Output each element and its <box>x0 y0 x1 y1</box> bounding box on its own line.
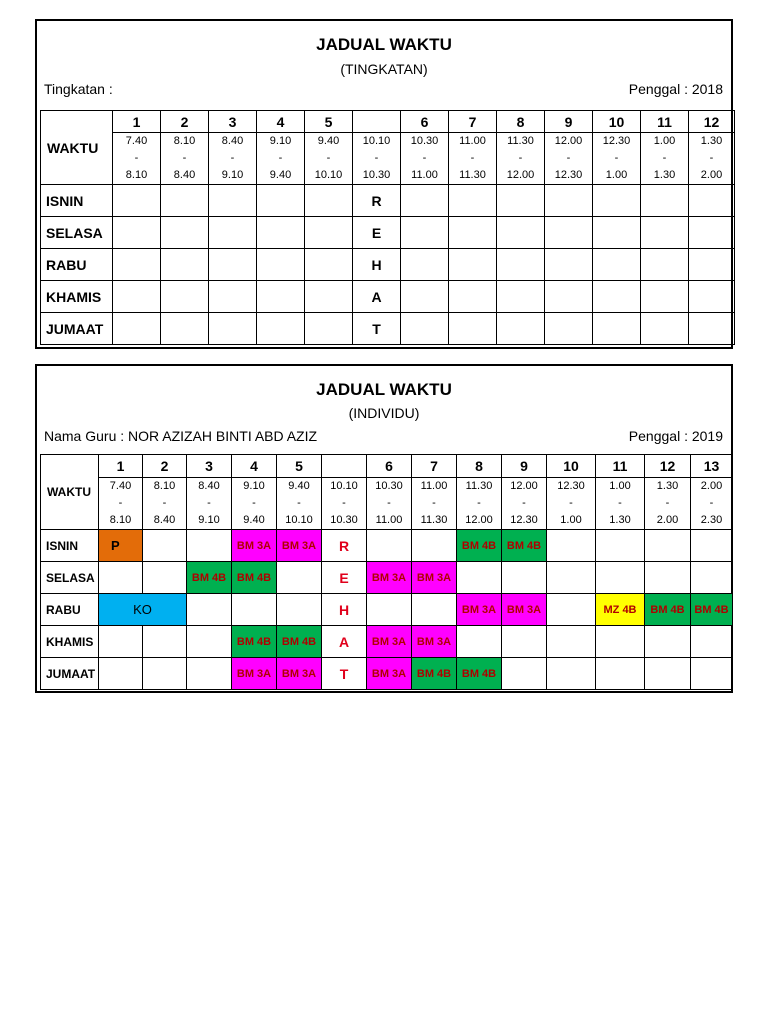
time-line: - <box>374 152 379 164</box>
period-number: 13 <box>691 455 733 478</box>
slot-cell <box>143 562 187 594</box>
period-number: 9 <box>502 455 547 478</box>
slot-cell <box>689 249 735 281</box>
time-line: 9.10 <box>269 135 292 147</box>
time-line: 9.10 <box>198 514 220 526</box>
slot-cell <box>547 530 596 562</box>
period-number: 5 <box>305 111 353 133</box>
time-line: - <box>342 497 346 509</box>
slot-cell <box>449 281 497 313</box>
period-number: 9 <box>545 111 593 133</box>
slot-cell <box>401 185 449 217</box>
period-number: 7 <box>412 455 457 478</box>
slot-cell <box>645 658 691 690</box>
period-time <box>161 133 209 185</box>
class-cell: BM 4B <box>277 626 322 658</box>
slot-cell <box>209 313 257 345</box>
slot-cell <box>502 562 547 594</box>
time-line: 11.00 <box>420 480 448 492</box>
slot-cell <box>545 185 593 217</box>
slot-cell <box>187 658 232 690</box>
time-line: 1.30 <box>700 135 723 147</box>
period-number: 7 <box>449 111 497 133</box>
time-line: - <box>522 497 526 509</box>
period-time <box>401 133 449 185</box>
rehat-cell: R <box>353 185 401 217</box>
slot-cell <box>547 594 596 626</box>
slot-cell <box>209 281 257 313</box>
time-line: 12.30 <box>557 480 585 492</box>
slot-cell <box>99 626 143 658</box>
slot-cell <box>596 658 645 690</box>
period-number: 8 <box>497 111 545 133</box>
slot-cell <box>187 530 232 562</box>
time-line: 2.00 <box>656 514 679 526</box>
slot-cell <box>161 313 209 345</box>
period-time <box>457 478 502 530</box>
time-line: 8.10 <box>153 480 176 492</box>
class-cell: BM 3A <box>457 594 502 626</box>
class-cell: MZ 4B <box>596 594 645 626</box>
period-time <box>113 133 161 185</box>
slot-cell <box>497 281 545 313</box>
panel-subtitle: (INDIVIDU) <box>348 405 420 421</box>
slot-cell <box>645 626 691 658</box>
slot-cell <box>547 626 596 658</box>
class-cell: BM 4B <box>502 530 547 562</box>
time-line: 9.40 <box>288 480 310 492</box>
period-number: 4 <box>257 111 305 133</box>
period-number: 12 <box>689 111 735 133</box>
day-label: SELASA <box>41 217 113 249</box>
period-number: 6 <box>401 111 449 133</box>
class-cell: BM 4B <box>645 594 691 626</box>
time-line: 8.10 <box>173 135 196 147</box>
panel-subtitle: (TINGKATAN) <box>340 61 428 77</box>
class-cell: BM 4B <box>412 658 457 690</box>
time-line: 9.40 <box>269 169 292 181</box>
slot-cell <box>412 530 457 562</box>
time-line: - <box>709 152 714 164</box>
slot-cell <box>257 249 305 281</box>
period-number <box>322 455 367 478</box>
time-line: 9.40 <box>243 514 265 526</box>
time-line: 8.40 <box>173 169 196 181</box>
period-number: 2 <box>143 455 187 478</box>
slot-cell <box>545 313 593 345</box>
timetable-grid <box>40 110 735 345</box>
slot-cell <box>143 530 187 562</box>
time-line: 1.00 <box>560 514 582 526</box>
time-line: 10.10 <box>362 135 391 147</box>
time-line: 12.00 <box>506 169 535 181</box>
time-line: 9.10 <box>221 169 244 181</box>
class-cell: BM 3A <box>367 562 412 594</box>
time-line: 9.10 <box>243 480 265 492</box>
penggal-label: Penggal : 2019 <box>628 428 723 444</box>
period-number: 11 <box>641 111 689 133</box>
time-line: 8.40 <box>198 480 220 492</box>
slot-cell <box>689 217 735 249</box>
timetable-tingkatan-panel <box>35 19 733 349</box>
class-cell: P <box>99 530 143 562</box>
slot-cell <box>641 249 689 281</box>
time-line: - <box>432 497 436 509</box>
time-line: - <box>252 497 256 509</box>
slot-cell <box>367 594 412 626</box>
time-line: 1.30 <box>653 169 676 181</box>
class-cell: KO <box>99 594 187 626</box>
period-time <box>232 478 277 530</box>
slot-cell <box>645 530 691 562</box>
period-time <box>645 478 691 530</box>
period-time <box>689 133 735 185</box>
time-line: 7.40 <box>109 480 132 492</box>
slot-cell <box>305 217 353 249</box>
slot-cell <box>305 313 353 345</box>
period-time <box>187 478 232 530</box>
slot-cell <box>547 562 596 594</box>
period-number: 10 <box>547 455 596 478</box>
rehat-cell: A <box>322 626 367 658</box>
slot-cell <box>449 249 497 281</box>
slot-cell <box>545 281 593 313</box>
slot-cell <box>257 281 305 313</box>
time-line: 11.00 <box>411 169 438 181</box>
class-cell: BM 4B <box>232 562 277 594</box>
slot-cell <box>305 185 353 217</box>
slot-cell <box>187 626 232 658</box>
slot-cell <box>593 185 641 217</box>
slot-cell <box>161 249 209 281</box>
period-time <box>497 133 545 185</box>
time-line: - <box>518 152 523 164</box>
time-line: - <box>566 152 571 164</box>
time-line: - <box>662 152 667 164</box>
slot-cell <box>277 594 322 626</box>
slot-cell <box>457 626 502 658</box>
day-label: JUMAAT <box>41 313 113 345</box>
rehat-cell: E <box>322 562 367 594</box>
time-line: - <box>569 497 573 509</box>
slot-cell <box>593 313 641 345</box>
time-line: 12.30 <box>602 135 631 147</box>
panel-title: JADUAL WAKTU <box>316 380 452 399</box>
day-label: KHAMIS <box>41 281 113 313</box>
slot-cell <box>143 658 187 690</box>
time-line: - <box>422 152 427 164</box>
class-cell: BM 4B <box>187 562 232 594</box>
slot-cell <box>502 626 547 658</box>
time-line: - <box>182 152 187 164</box>
slot-cell <box>689 185 735 217</box>
rehat-cell: E <box>353 217 401 249</box>
time-line: - <box>665 497 670 509</box>
slot-cell <box>691 562 733 594</box>
slot-cell <box>457 562 502 594</box>
period-number: 2 <box>161 111 209 133</box>
slot-cell <box>596 562 645 594</box>
slot-cell <box>209 185 257 217</box>
tingkatan-label: Tingkatan : <box>44 81 113 97</box>
period-number: 6 <box>367 455 412 478</box>
time-line: - <box>387 497 391 509</box>
slot-cell <box>545 217 593 249</box>
time-line: 8.10 <box>109 514 132 526</box>
period-number: 5 <box>277 455 322 478</box>
period-number: 1 <box>113 111 161 133</box>
slot-cell <box>641 313 689 345</box>
period-time <box>596 478 645 530</box>
day-label: RABU <box>41 249 113 281</box>
penggal-label: Penggal : 2018 <box>628 81 723 97</box>
period-time <box>322 478 367 530</box>
slot-cell <box>401 313 449 345</box>
slot-cell <box>497 185 545 217</box>
day-label: ISNIN <box>41 530 99 562</box>
rehat-cell: A <box>353 281 401 313</box>
time-line: - <box>118 497 123 509</box>
slot-cell <box>113 217 161 249</box>
time-line: - <box>477 497 481 509</box>
waktu-label: WAKTU <box>41 455 99 530</box>
time-line: 11.30 <box>420 514 448 526</box>
day-label: RABU <box>41 594 99 626</box>
time-line: - <box>709 497 714 509</box>
time-line: - <box>230 152 235 164</box>
slot-cell <box>277 562 322 594</box>
slot-cell <box>691 626 733 658</box>
period-number <box>353 111 401 133</box>
period-time <box>449 133 497 185</box>
day-label: ISNIN <box>41 185 113 217</box>
slot-cell <box>545 249 593 281</box>
slot-cell <box>305 281 353 313</box>
slot-cell <box>367 530 412 562</box>
time-line: 2.00 <box>700 169 723 181</box>
slot-cell <box>689 281 735 313</box>
slot-cell <box>497 249 545 281</box>
time-line: 2.30 <box>700 514 723 526</box>
slot-cell <box>593 281 641 313</box>
slot-cell <box>113 313 161 345</box>
time-line: - <box>278 152 283 164</box>
slot-cell <box>305 249 353 281</box>
time-line: 8.40 <box>221 135 244 147</box>
waktu-label: WAKTU <box>41 111 113 185</box>
slot-cell <box>113 281 161 313</box>
class-cell: BM 3A <box>367 626 412 658</box>
slot-cell <box>641 281 689 313</box>
period-time <box>257 133 305 185</box>
slot-cell <box>113 249 161 281</box>
period-time <box>547 478 596 530</box>
time-line: 2.00 <box>700 480 723 492</box>
time-line: - <box>162 497 167 509</box>
slot-cell <box>257 217 305 249</box>
time-line: 1.30 <box>609 514 631 526</box>
class-cell: BM 3A <box>277 530 322 562</box>
class-cell: BM 3A <box>232 658 277 690</box>
day-label: SELASA <box>41 562 99 594</box>
class-cell: BM 4B <box>232 626 277 658</box>
time-line: 9.40 <box>317 135 340 147</box>
slot-cell <box>596 530 645 562</box>
period-time <box>99 478 143 530</box>
panel-title: JADUAL WAKTU <box>316 35 452 54</box>
time-line: - <box>207 497 211 509</box>
time-line: 1.00 <box>653 135 676 147</box>
time-line: 11.30 <box>465 480 493 492</box>
time-line: 11.00 <box>375 514 403 526</box>
class-cell: BM 3A <box>412 562 457 594</box>
slot-cell <box>593 217 641 249</box>
slot-cell <box>596 626 645 658</box>
period-time <box>545 133 593 185</box>
time-line: 1.30 <box>656 480 679 492</box>
time-line: 8.10 <box>125 169 148 181</box>
time-line: 1.00 <box>605 169 628 181</box>
class-cell: BM 3A <box>367 658 412 690</box>
slot-cell <box>645 562 691 594</box>
rehat-cell: R <box>322 530 367 562</box>
time-line: 10.30 <box>362 169 391 181</box>
time-line: 10.10 <box>314 169 343 181</box>
period-time <box>305 133 353 185</box>
slot-cell <box>232 594 277 626</box>
nama-guru-label: Nama Guru : NOR AZIZAH BINTI ABD AZIZ <box>44 428 318 444</box>
slot-cell <box>401 281 449 313</box>
time-line: 10.10 <box>330 480 358 492</box>
slot-cell <box>497 313 545 345</box>
day-label: JUMAAT <box>41 658 99 690</box>
time-line: 12.00 <box>554 135 583 147</box>
rehat-cell: H <box>353 249 401 281</box>
timetable-grid <box>40 454 733 690</box>
time-line: 11.30 <box>507 135 534 147</box>
slot-cell <box>209 249 257 281</box>
slot-cell <box>143 626 187 658</box>
slot-cell <box>691 530 733 562</box>
period-time <box>143 478 187 530</box>
class-cell: BM 4B <box>457 530 502 562</box>
time-line: 12.30 <box>510 514 538 526</box>
time-line: 11.00 <box>459 135 486 147</box>
slot-cell <box>161 281 209 313</box>
slot-cell <box>641 217 689 249</box>
period-number: 11 <box>596 455 645 478</box>
class-cell: BM 3A <box>502 594 547 626</box>
time-line: 10.10 <box>285 514 313 526</box>
class-cell: BM 4B <box>691 594 733 626</box>
time-line: - <box>134 152 139 164</box>
class-cell: BM 3A <box>277 658 322 690</box>
slot-cell <box>401 249 449 281</box>
slot-cell <box>161 185 209 217</box>
slot-cell <box>412 594 457 626</box>
time-line: - <box>470 152 475 164</box>
time-line: 12.00 <box>510 480 538 492</box>
period-time <box>641 133 689 185</box>
period-time <box>353 133 401 185</box>
time-line: 10.30 <box>410 135 439 147</box>
day-label: KHAMIS <box>41 626 99 658</box>
rehat-cell: T <box>353 313 401 345</box>
period-time <box>412 478 457 530</box>
slot-cell <box>449 217 497 249</box>
class-cell: BM 4B <box>457 658 502 690</box>
rehat-cell: H <box>322 594 367 626</box>
time-line: 8.40 <box>153 514 176 526</box>
slot-cell <box>641 185 689 217</box>
slot-cell <box>689 313 735 345</box>
slot-cell <box>502 658 547 690</box>
slot-cell <box>257 185 305 217</box>
period-number: 3 <box>209 111 257 133</box>
time-line: - <box>614 152 619 164</box>
slot-cell <box>99 562 143 594</box>
time-line: 11.30 <box>459 169 486 181</box>
time-line: 12.30 <box>554 169 583 181</box>
time-line: - <box>297 497 301 509</box>
slot-cell <box>161 217 209 249</box>
period-number: 10 <box>593 111 641 133</box>
period-number: 3 <box>187 455 232 478</box>
period-number: 1 <box>99 455 143 478</box>
time-line: 10.30 <box>330 514 358 526</box>
time-line: 7.40 <box>125 135 148 147</box>
period-time <box>277 478 322 530</box>
time-line: 10.30 <box>375 480 403 492</box>
slot-cell <box>593 249 641 281</box>
slot-cell <box>497 217 545 249</box>
rehat-cell: T <box>322 658 367 690</box>
period-number: 8 <box>457 455 502 478</box>
slot-cell <box>449 313 497 345</box>
slot-cell <box>257 313 305 345</box>
time-line: - <box>618 497 622 509</box>
class-cell: BM 3A <box>412 626 457 658</box>
period-time <box>209 133 257 185</box>
period-time <box>502 478 547 530</box>
time-line: 12.00 <box>465 514 493 526</box>
timetable-individu-panel <box>35 364 733 693</box>
slot-cell <box>449 185 497 217</box>
period-time <box>691 478 733 530</box>
slot-cell <box>691 658 733 690</box>
slot-cell <box>113 185 161 217</box>
slot-cell <box>99 658 143 690</box>
period-number: 12 <box>645 455 691 478</box>
period-number: 4 <box>232 455 277 478</box>
slot-cell <box>187 594 232 626</box>
class-cell: BM 3A <box>232 530 277 562</box>
period-time <box>367 478 412 530</box>
time-line: 1.00 <box>609 480 631 492</box>
time-line: - <box>326 152 331 164</box>
period-time <box>593 133 641 185</box>
slot-cell <box>401 217 449 249</box>
slot-cell <box>209 217 257 249</box>
slot-cell <box>547 658 596 690</box>
